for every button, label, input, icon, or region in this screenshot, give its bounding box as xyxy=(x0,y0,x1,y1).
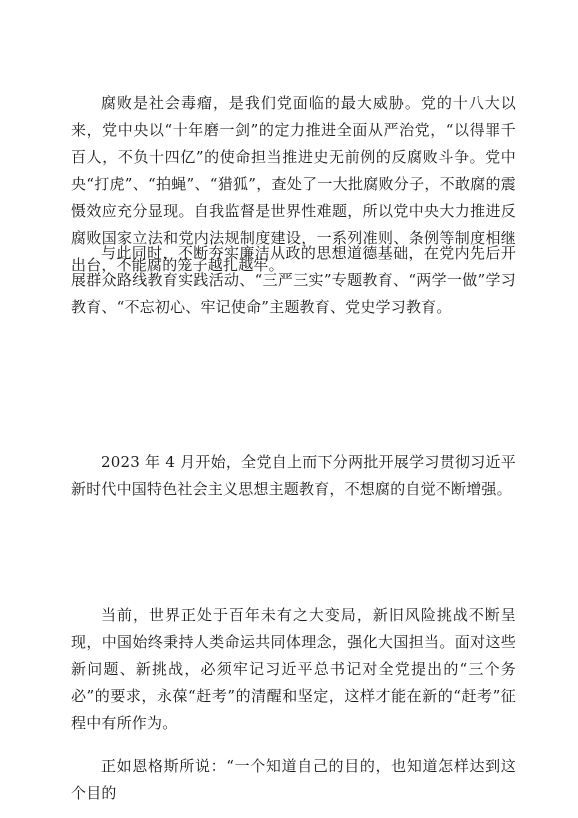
paragraph-engels-quote: 正如恩格斯所说：“一个知道自己的目的，也知道怎样达到这个目的 xyxy=(71,757,516,802)
paragraph-world-changes: 当前，世界正处于百年未有之大变局，新旧风险挑战不断呈现，中国始终秉持人类命运共同体理念，强化大国担当。面对这些新问题、新挑战，必须牢记习近平总书记对全党提出的“三个务必”的要求，永葆“赶考”的清醒和坚定，这样才能在新的“赶考”征程中有所作为。 xyxy=(71,606,516,732)
paragraph-anti-corruption: 腐败是社会毒瘤，是我们党面临的最大威胁。党的十八大以来，党中央以“十年磨一剑”的定力推进全面从严治党，“以得罪千百人，不负十四亿”的使命担当推进史无前例的反腐败斗争。党中央“打虎”、“拍蝇”、“猎狐”，查处了一大批腐败分子，不敢腐的震慑效应充分显现。自我监督是世界性难题，所以党中央大力推进反腐败国家立法和党内法规制度建设，一系列准则、条例等制度相继出台，不能腐的笼子越扎越牢。 xyxy=(71,94,516,274)
paragraph-education-campaigns: 与此同时，不断夯实廉洁从政的思想道德基础，在党内先后开展群众路线教育实践活动、“三严三实”专题教育、“两学一做”学习教育、“不忘初心、牢记使命”主题教育、党史学习教育。 xyxy=(71,244,516,316)
paragraph-theme-education-2023: 2023 年 4 月开始，全党自上而下分两批开展学习贯彻习近平新时代中国特色社会主义思想主题教育，不想腐的自觉不断增强。 xyxy=(71,453,516,498)
